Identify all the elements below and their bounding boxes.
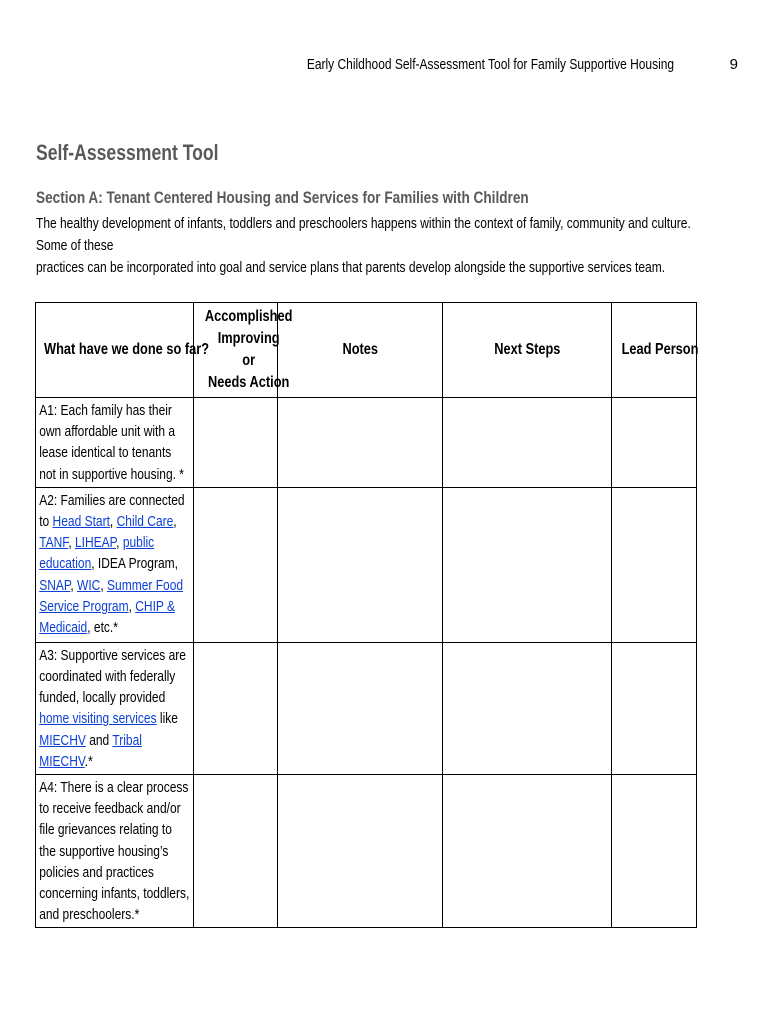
- intro-line-1: The healthy development of infants, toddlers and preschoolers happens within the context of family, community and culture. Some of these: [36, 215, 691, 254]
- head-start-link[interactable]: Head Start: [52, 513, 110, 531]
- lead-person-cell-a2[interactable]: [612, 487, 697, 642]
- section-heading: [36, 188, 652, 208]
- status-header-line-2: Improving: [217, 330, 280, 347]
- notes-cell-a2[interactable]: [278, 487, 443, 642]
- table-row-a1: [36, 398, 697, 488]
- question-cell-a1: [36, 398, 194, 488]
- miechv-link[interactable]: MIECHV: [39, 731, 86, 749]
- next-steps-cell-a3[interactable]: [443, 642, 612, 774]
- column-header-status: [194, 303, 293, 398]
- status-cell-a3[interactable]: [194, 642, 278, 774]
- like-text: like: [156, 710, 178, 728]
- snap-link[interactable]: SNAP: [39, 576, 71, 594]
- separator-text: ,: [68, 534, 75, 552]
- tanf-link[interactable]: TANF: [39, 534, 69, 552]
- question-text: A1: Each family has their own affordable unit with a lease identical to tenants not in supportive housing. *: [39, 402, 184, 483]
- lead-person-cell-a4[interactable]: [612, 775, 697, 928]
- question-cell-a3: [36, 642, 194, 774]
- status-header-line-4: Needs Action: [208, 374, 290, 391]
- status-cell-a4[interactable]: [194, 775, 278, 928]
- separator-text: ,: [100, 576, 108, 594]
- etc-text: , etc.*: [87, 619, 118, 637]
- question-text: A2: Families are connected to: [39, 491, 185, 531]
- summer-food-service-program-link[interactable]: Summer Food Service Program: [39, 576, 184, 615]
- section-heading-text: Section A: Tenant Centered Housing and Services for Families with Children: [36, 188, 529, 207]
- status-header-line-1: Accomplished: [204, 308, 293, 325]
- status-cell-a2[interactable]: [194, 487, 278, 642]
- intro-line-2: practices can be incorporated into goal and service plans that parents develop alongside the supportive services team.: [36, 259, 666, 276]
- page-title: [36, 140, 264, 166]
- status-cell-a1[interactable]: [194, 398, 278, 488]
- notes-cell-a3[interactable]: [278, 642, 443, 774]
- public-education-link[interactable]: public education: [39, 534, 155, 573]
- section-intro: [36, 213, 692, 279]
- chip-medicaid-link[interactable]: CHIP & Medicaid: [39, 597, 176, 637]
- table-header-row: [36, 303, 697, 398]
- table-row-a2: [36, 487, 697, 642]
- idea-program-text: , IDEA Program,: [91, 555, 178, 573]
- question-text: A3: Supportive services are coordinated with federally funded, locally provided: [39, 646, 186, 707]
- self-assessment-table: [35, 302, 697, 928]
- separator-text: ,: [128, 597, 136, 615]
- separator-text: ,: [70, 576, 78, 594]
- and-text: and: [85, 731, 113, 749]
- lead-person-cell-a3[interactable]: [612, 642, 697, 774]
- page-title-text: Self-Assessment Tool: [36, 140, 219, 165]
- separator-text: ,: [109, 513, 117, 531]
- question-cell-a2: [36, 487, 194, 642]
- liheap-link[interactable]: LIHEAP: [74, 534, 117, 552]
- separator-text: ,: [116, 534, 123, 552]
- notes-cell-a1[interactable]: [278, 398, 443, 488]
- home-visiting-services-link[interactable]: home visiting services: [39, 710, 157, 728]
- tribal-miechv-link[interactable]: Tribal MIECHV: [39, 731, 142, 770]
- next-steps-cell-a4[interactable]: [443, 775, 612, 928]
- question-text: A4: There is a clear process to receive feedback and/or file grievances relating to the supportive housing’s policies and practices concerning infants, toddlers, and preschoolers.*: [39, 779, 190, 924]
- status-header-line-3: or: [242, 352, 256, 369]
- column-header-lead-person: Lead Person: [612, 303, 697, 398]
- column-header-next-steps: Next Steps: [443, 303, 612, 398]
- next-steps-cell-a2[interactable]: [443, 487, 612, 642]
- end-text: .*: [84, 752, 93, 770]
- table-row-a3: [36, 642, 697, 774]
- wic-link[interactable]: WIC: [77, 576, 101, 594]
- next-steps-cell-a1[interactable]: [443, 398, 612, 488]
- column-header-question: What have we done so far?: [36, 303, 194, 398]
- child-care-link[interactable]: Child Care: [116, 513, 174, 531]
- table-row-a4: [36, 775, 697, 928]
- notes-cell-a4[interactable]: [278, 775, 443, 928]
- page-number: 9: [729, 56, 738, 73]
- question-cell-a4: [36, 775, 194, 928]
- separator-text: ,: [173, 513, 177, 531]
- document-title: Early Childhood Self-Assessment Tool for Family Supportive Housing: [306, 56, 674, 73]
- column-header-notes: Notes: [278, 303, 443, 398]
- lead-person-cell-a1[interactable]: [612, 398, 697, 488]
